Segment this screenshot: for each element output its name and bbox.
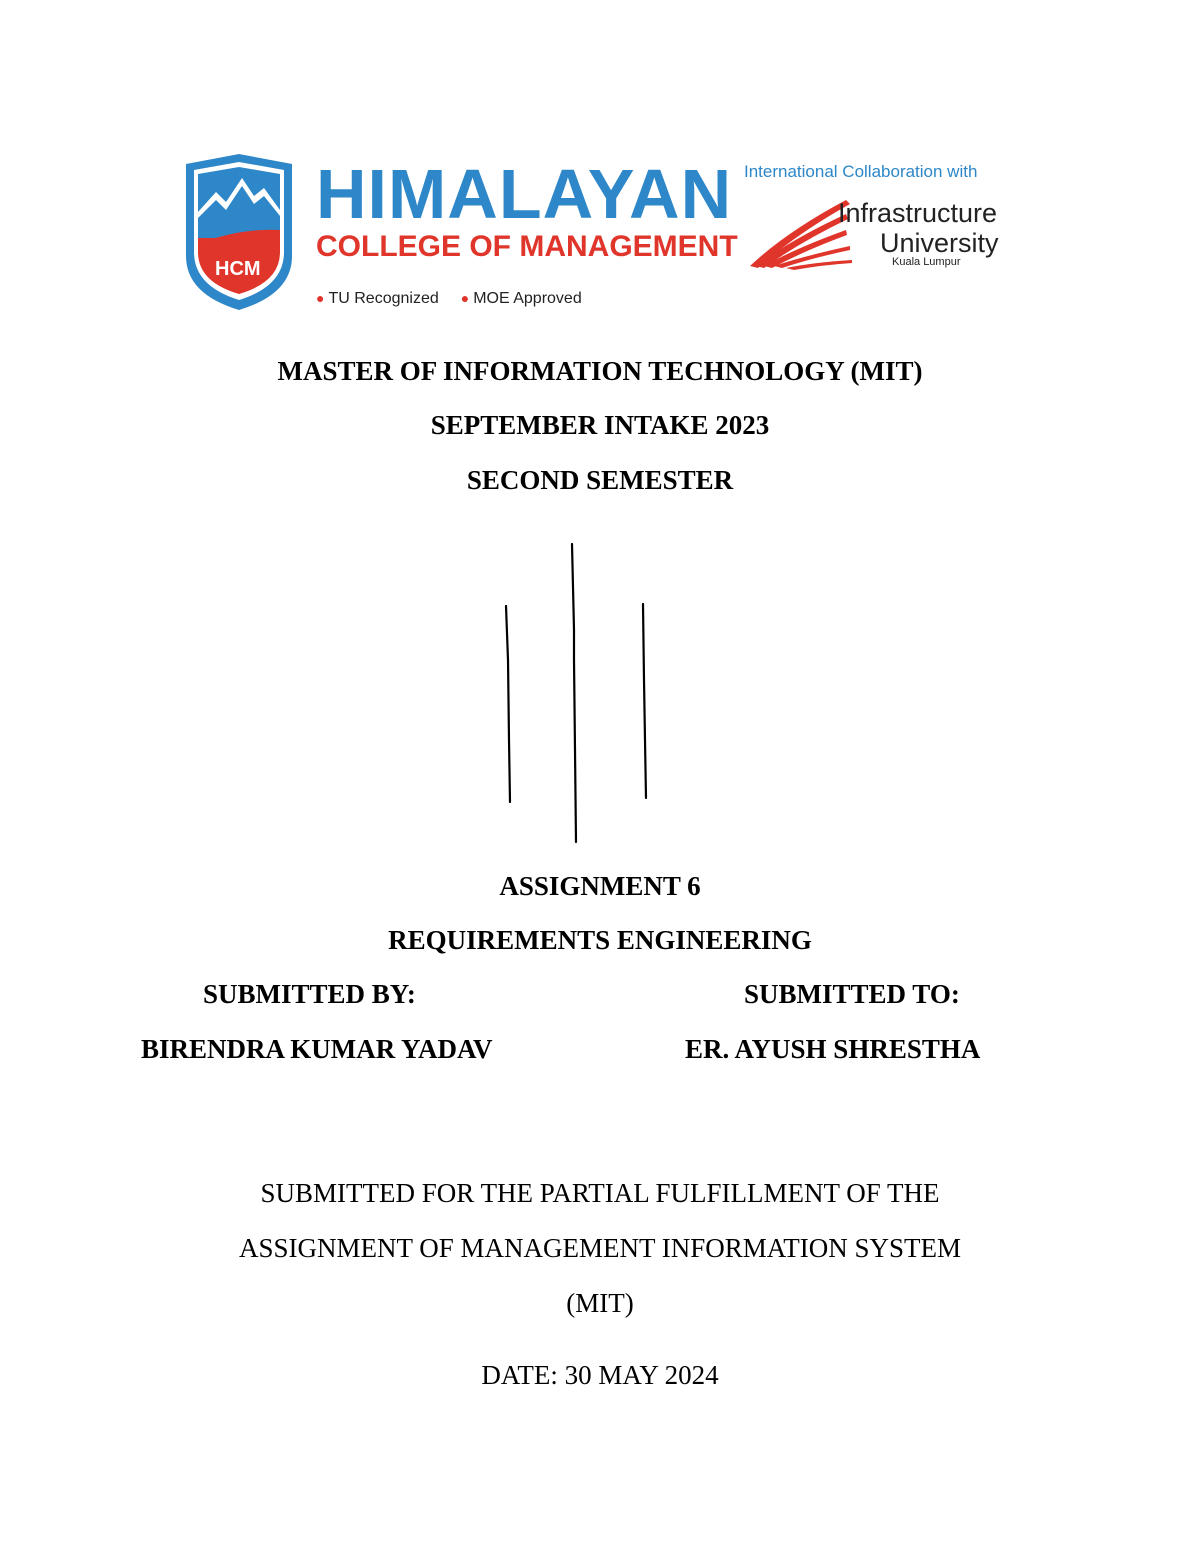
hcm-shield-icon <box>180 152 298 312</box>
college-logo-banner <box>180 152 1020 317</box>
college-subtitle: COLLEGE OF MANAGEMENT <box>316 230 738 263</box>
semester-title: SECOND SEMESTER <box>466 465 734 495</box>
fulfillment-line-1: SUBMITTED FOR THE PARTIAL FULFILLMENT OF THE <box>260 1178 940 1208</box>
fulfillment-line-2: ASSIGNMENT OF MANAGEMENT INFORMATION SYSTEM <box>238 1233 962 1263</box>
intake-title: SEPTEMBER INTAKE 2023 <box>430 410 770 440</box>
submitted-by-label: SUBMITTED BY: <box>203 979 416 1009</box>
hcm-badge-text: HCM <box>215 258 261 280</box>
fulfillment-line-3: (MIT) <box>566 1288 634 1318</box>
submitted-by-name: BIRENDRA KUMAR YADAV <box>141 1034 493 1064</box>
recognition-tags <box>316 290 582 308</box>
bullet-dot-icon: ● <box>316 290 325 306</box>
program-title: MASTER OF INFORMATION TECHNOLOGY (MIT) <box>277 356 923 386</box>
submission-date: DATE: 30 MAY 2024 <box>481 1360 719 1390</box>
submitted-to-label: SUBMITTED TO: <box>744 979 960 1009</box>
assignment-title: ASSIGNMENT 6 <box>499 871 701 901</box>
submitted-to-name: ER. AYUSH SHRESTHA <box>685 1034 981 1064</box>
handwritten-signature-icon <box>490 540 665 850</box>
collaboration-text: International Collaboration with <box>744 162 978 181</box>
tag-moe: MOE Approved <box>473 290 582 307</box>
partner-location: Kuala Lumpur <box>892 256 961 268</box>
college-name: HIMALAYAN <box>316 155 733 233</box>
bullet-dot-icon: ● <box>460 290 470 306</box>
partner-name-line1: Infrastructure <box>838 198 998 228</box>
partner-name-line2: University <box>880 228 999 258</box>
tag-tu: TU Recognized <box>328 290 439 307</box>
assignment-subject: REQUIREMENTS ENGINEERING <box>388 925 812 955</box>
